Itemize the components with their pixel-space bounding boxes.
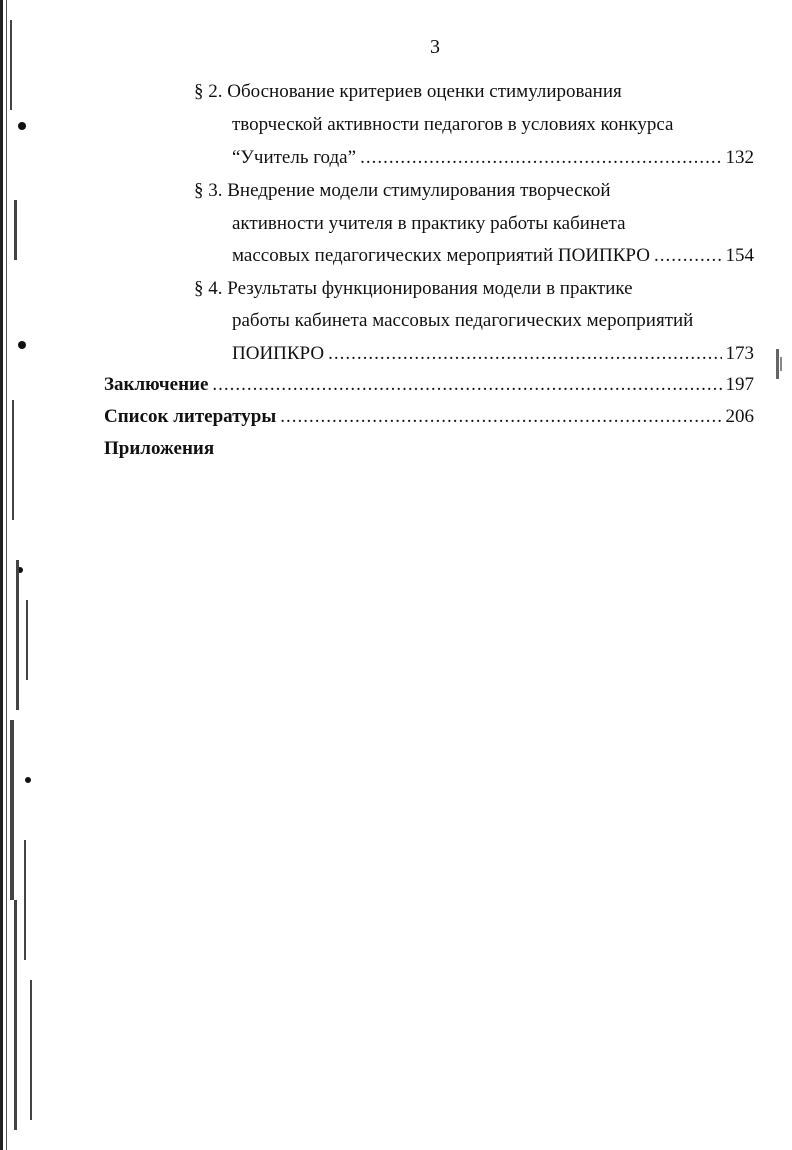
toc-text: Обоснование критериев оценки стимулирования [227, 81, 622, 102]
toc-entry-section-3[interactable] [232, 244, 754, 268]
toc-page-number: 206 [725, 406, 754, 427]
toc-text: массовых педагогических мероприятий ПОИПКРО [232, 245, 650, 266]
toc-text: “Учитель года” [232, 147, 357, 168]
toc-page-number: 173 [725, 343, 754, 364]
toc-section-4-title-line-1 [194, 277, 633, 301]
toc-heading: Список литературы [104, 406, 277, 427]
toc-text: Внедрение модели стимулирования творческой [227, 180, 611, 201]
toc-section-3-title-line-2: активности учителя в практику работы кабинета [232, 213, 626, 234]
toc-entry-section-2[interactable] [232, 146, 754, 170]
dot-leader [360, 146, 721, 170]
section-marker: § 2. [194, 81, 223, 102]
page-number: 3 [430, 36, 440, 58]
toc-page-number: 154 [725, 245, 754, 266]
scan-binding-edge [0, 0, 48, 1150]
dot-leader [212, 373, 721, 397]
section-marker: § 3. [194, 180, 223, 201]
toc-text: Результаты функционирования модели в практике [227, 278, 633, 299]
toc-page-number: 197 [725, 374, 754, 395]
toc-entry-appendices[interactable]: Приложения [104, 438, 215, 459]
dot-leader [654, 244, 722, 268]
dot-leader [328, 342, 721, 366]
section-marker: § 4. [194, 278, 223, 299]
toc-section-3-title-line-1 [194, 179, 611, 203]
toc-section-2-title-line-2: творческой активности педагогов в условиях конкурса [232, 114, 674, 135]
toc-page-number: 132 [725, 147, 754, 168]
toc-text: ПОИПКРО [232, 343, 325, 364]
toc-section-2-title-line-1 [194, 80, 622, 104]
toc-section-4-title-line-2: работы кабинета массовых педагогических мероприятий [232, 310, 694, 331]
toc-entry-bibliography[interactable] [104, 405, 754, 429]
scan-speck [772, 345, 786, 385]
toc-heading: Заключение [104, 374, 209, 395]
toc-entry-conclusion[interactable] [104, 373, 754, 397]
toc-entry-section-4[interactable] [232, 342, 754, 366]
dot-leader [280, 405, 721, 429]
